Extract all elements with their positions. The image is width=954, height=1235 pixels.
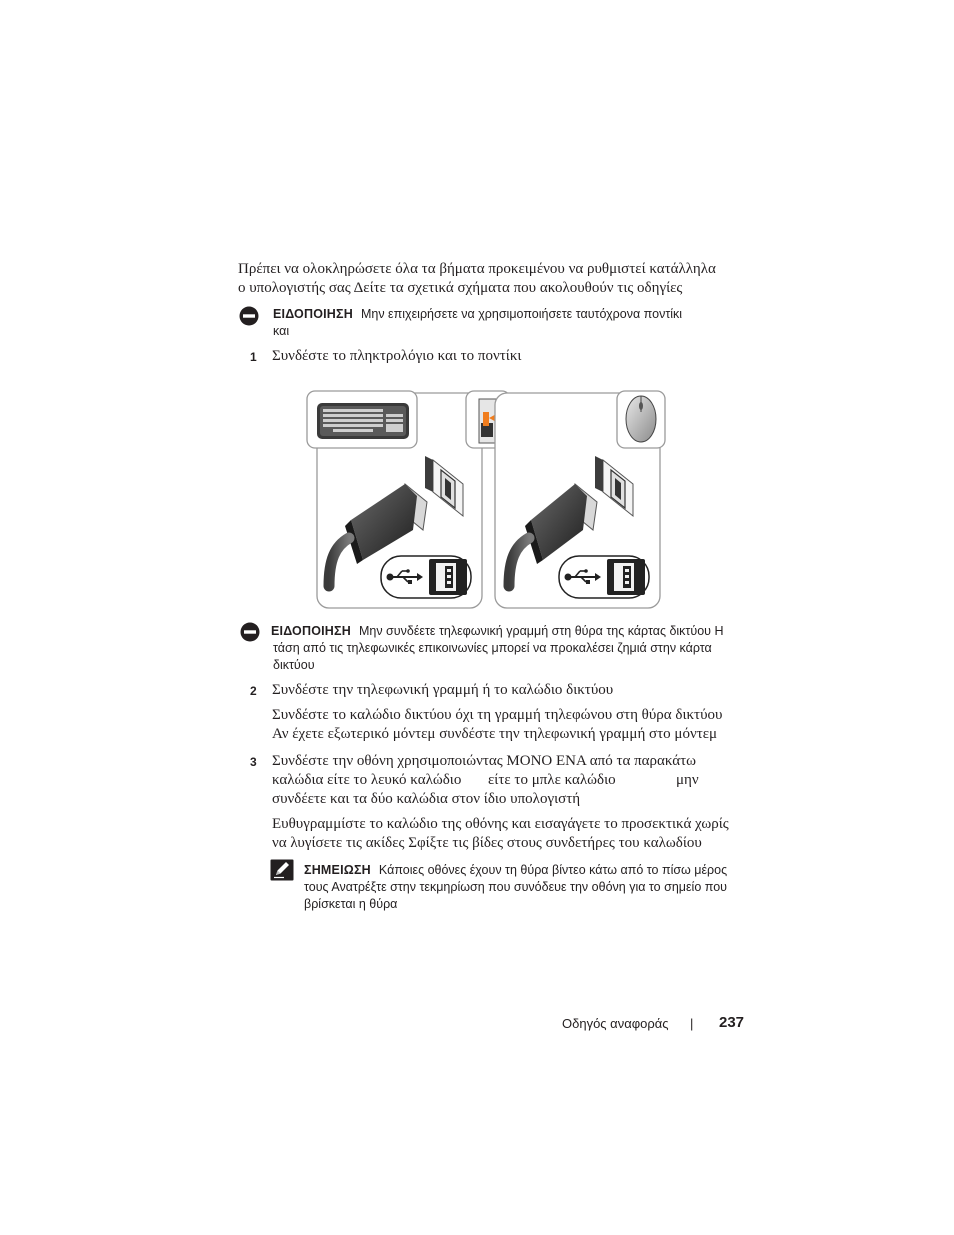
- step-3-line-3: συνδέετε και τα δύο καλώδια στον ίδιο υπολογιστή: [272, 791, 581, 807]
- footer-separator: |: [690, 1016, 694, 1031]
- keyboard-panel: [307, 391, 482, 613]
- pencil-note-icon: [270, 859, 294, 881]
- notice-icon: [239, 306, 259, 326]
- note-text: Κάποιες οθόνες έχουν τη θύρα βίντεο κάτω από το πίσω μέρος: [378, 863, 728, 877]
- notice-1-line-2: και: [273, 324, 290, 338]
- step-3-para-line-1: Ευθυγραμμίστε το καλώδιο της οθόνης και εισαγάγετε το προσεκτικά χωρίς: [272, 816, 729, 832]
- intro-line-2: ο υπολογιστής σας Δείτε τα σχετικά σχήματα που ακολουθούν τις οδηγίες: [238, 280, 683, 296]
- notice-label: ΕΙΔΟΠΟΙΗΣΗ: [271, 624, 351, 638]
- notice-icon: [240, 622, 260, 642]
- step-3-line-2b: είτε το μπλε καλώδιο: [488, 772, 616, 788]
- step-3-para-line-2: να λυγίσετε τις ακίδες Σφίξτε τις βίδες στους συνδετήρες του καλωδίου: [272, 835, 702, 851]
- mouse-panel: [495, 391, 665, 608]
- step-3-line-1: Συνδέστε την οθόνη χρησιμοποιώντας ΜΟΝΟ ΕΝΑ από τα παρακάτω: [272, 753, 697, 769]
- intro-line-1: Πρέπει να ολοκληρώσετε όλα τα βήματα προκειμένου να ρυθμιστεί κατάλληλα: [238, 261, 716, 277]
- notice-2-text: Μην συνδέετε τηλεφωνική γραμμή στη θύρα της κάρτας δικτύου Η: [358, 624, 724, 638]
- step-2-number: 2: [250, 684, 257, 698]
- step-3-line-2c: μην: [676, 772, 699, 788]
- step-3-line-2a: καλώδια είτε το λευκό καλώδιο: [272, 772, 462, 788]
- note-line-1: [304, 862, 727, 879]
- note-line-3: βρίσκεται η θύρα: [304, 897, 398, 911]
- footer-title: Οδηγός αναφοράς: [562, 1016, 669, 1031]
- step-2-text: Συνδέστε την τηλεφωνική γραμμή ή το καλώδιο δικτύου: [272, 682, 614, 698]
- note-line-2: τους Ανατρέξτε στην τεκμηρίωση που συνόδευε την οθόνη για το σημείο που: [304, 880, 727, 894]
- notice-2-line-3: δικτύου: [273, 658, 315, 672]
- notice-2-line-1: [271, 623, 724, 640]
- step-3-number: 3: [250, 755, 257, 769]
- notice-2-line-2: τάση από τις τηλεφωνικές επικοινωνίες μπορεί να προκαλέσει ζημιά στην κάρτα: [273, 641, 712, 655]
- notice-label: ΕΙΔΟΠΟΙΗΣΗ: [273, 307, 353, 321]
- step-1-number: 1: [250, 350, 257, 364]
- keyboard-mouse-usb-illustration: [305, 388, 670, 613]
- step-2-para-line-2: Αν έχετε εξωτερικό μόντεμ συνδέστε την τηλεφωνική γραμμή στο μόντεμ: [272, 726, 718, 742]
- step-1-text: Συνδέστε το πληκτρολόγιο και το ποντίκι: [272, 348, 522, 364]
- page-number: 237: [719, 1014, 745, 1031]
- notice-1-text: Μην επιχειρήσετε να χρησιμοποιήσετε ταυτόχρονα ποντίκι: [360, 307, 683, 321]
- notice-1-line-1: [273, 306, 682, 323]
- step-2-para-line-1: Συνδέστε το καλώδιο δικτύου όχι τη γραμμή τηλεφώνου στη θύρα δικτύου: [272, 707, 723, 723]
- note-label: ΣΗΜΕΙΩΣΗ: [304, 863, 371, 877]
